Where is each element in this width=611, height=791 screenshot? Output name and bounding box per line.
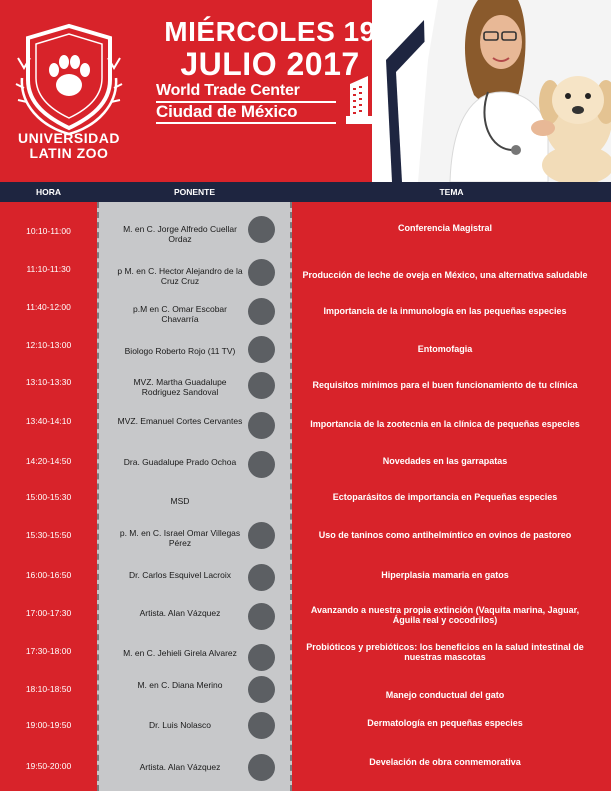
logo-line-2: LATIN ZOO xyxy=(29,145,109,161)
row-time: 13:40-14:10 xyxy=(25,416,72,426)
row-topic: Novedades en las garrapatas xyxy=(382,456,508,466)
venue-underline-2 xyxy=(156,122,336,124)
row-time: 19:50-20:00 xyxy=(25,761,72,771)
speaker-avatar xyxy=(248,564,275,591)
column-header-bar xyxy=(0,182,611,202)
row-topic: Requisitos mínimos para el buen funcionamiento de tu clínica xyxy=(312,380,578,390)
speaker-avatar xyxy=(248,372,275,399)
row-topic: Dermatología en pequeñas especies xyxy=(367,718,523,728)
row-topic: Importancia de la inmunología en las pequeñas especies xyxy=(323,306,567,316)
speaker-avatar xyxy=(248,603,275,630)
row-topic: Ectoparásitos de importancia en Pequeñas especies xyxy=(332,492,558,502)
row-topic: Probióticos y prebióticos: los beneficios en la salud intestinal de nuestras mascotas xyxy=(306,642,584,662)
column-header-time: HORA xyxy=(35,187,62,197)
row-speaker: M. en C. Jorge Alfredo Cuellar Ordaz xyxy=(123,224,237,244)
row-time: 15:30-15:50 xyxy=(25,530,72,540)
speaker-avatar xyxy=(248,336,275,363)
event-date: MIÉRCOLES 19 xyxy=(164,16,376,47)
vet-with-puppy-photo xyxy=(378,0,611,182)
row-time: 15:00-15:30 xyxy=(25,492,72,502)
row-time: 13:10-13:30 xyxy=(25,377,72,387)
row-topic: Importancia de la zootecnia en la clínica de pequeñas especies xyxy=(310,419,580,429)
row-topic: Manejo conductual del gato xyxy=(385,690,505,700)
row-time: 12:10-13:00 xyxy=(25,340,72,350)
row-time: 10:10-11:00 xyxy=(26,226,71,236)
row-time: 11:10-11:30 xyxy=(26,264,71,274)
row-topic: Producción de leche de oveja en México, una alternativa saludable xyxy=(302,270,588,280)
row-topic: Hiperplasia mamaria en gatos xyxy=(381,570,509,580)
speaker-avatar xyxy=(248,451,275,478)
row-time: 16:00-16:50 xyxy=(25,570,72,580)
row-speaker: MSD xyxy=(170,496,190,506)
row-time: 18:10-18:50 xyxy=(25,684,72,694)
row-speaker: p M. en C. Hector Alejandro de la Cruz Cruz xyxy=(117,266,243,286)
row-speaker: Artista. Alan Vázquez xyxy=(139,608,221,618)
row-speaker: Artista. Alan Vázquez xyxy=(139,762,221,772)
speaker-avatar xyxy=(248,754,275,781)
header xyxy=(0,0,611,182)
schedule-list xyxy=(0,202,611,791)
speaker-avatar xyxy=(248,676,275,703)
row-speaker: Biologo Roberto Rojo (11 TV) xyxy=(124,346,236,356)
building-icon xyxy=(344,72,374,124)
speaker-avatar xyxy=(248,298,275,325)
speaker-avatar xyxy=(248,522,275,549)
row-time: 14:20-14:50 xyxy=(25,456,72,466)
row-speaker: p.M en C. Omar Escobar Chavarría xyxy=(132,304,227,324)
row-speaker: Dr. Luis Nolasco xyxy=(149,720,211,730)
logo-line-1: UNIVERSIDAD xyxy=(18,130,120,146)
speaker-avatar xyxy=(248,259,275,286)
event-month: JULIO 2017 xyxy=(180,46,360,82)
speaker-avatar xyxy=(248,644,275,671)
row-speaker: Dr. Carlos Esquivel Lacroix xyxy=(128,570,232,580)
venue-line-1: World Trade Center xyxy=(156,82,300,99)
row-speaker: Dra. Guadalupe Prado Ochoa xyxy=(123,457,237,467)
column-header-topic: TEMA xyxy=(439,187,464,197)
row-speaker: M. en C. Jehieli Girela Alvarez xyxy=(123,648,237,658)
row-topic: Uso de taninos como antihelmíntico en ovinos de pastoreo xyxy=(318,530,572,540)
row-time: 19:00-19:50 xyxy=(25,720,72,730)
row-speaker: p. M. en C. Israel Omar Villegas Pérez xyxy=(119,528,241,548)
column-header-speaker: PONENTE xyxy=(173,187,216,197)
row-speaker: MVZ. Emanuel Cortes Cervantes xyxy=(117,416,243,426)
row-time: 11:40-12:00 xyxy=(26,302,71,312)
row-time: 17:30-18:00 xyxy=(25,646,72,656)
venue-line-2: Ciudad de México xyxy=(156,102,298,121)
row-time: 17:00-17:30 xyxy=(25,608,72,618)
row-speaker: M. en C. Diana Merino xyxy=(137,680,223,690)
row-topic: Develación de obra conmemorativa xyxy=(369,757,521,767)
speaker-avatar xyxy=(248,216,275,243)
speaker-avatar xyxy=(248,712,275,739)
row-topic: Conferencia Magistral xyxy=(397,223,493,233)
row-topic: Avanzando a nuestra propia extinción (Vaquita marina, Jaguar, Águila real y cocodrilos) xyxy=(310,605,580,625)
row-speaker: MVZ. Martha Guadalupe Rodriguez Sandoval xyxy=(133,377,227,397)
speaker-avatar xyxy=(248,412,275,439)
row-topic: Entomofagia xyxy=(417,344,473,354)
